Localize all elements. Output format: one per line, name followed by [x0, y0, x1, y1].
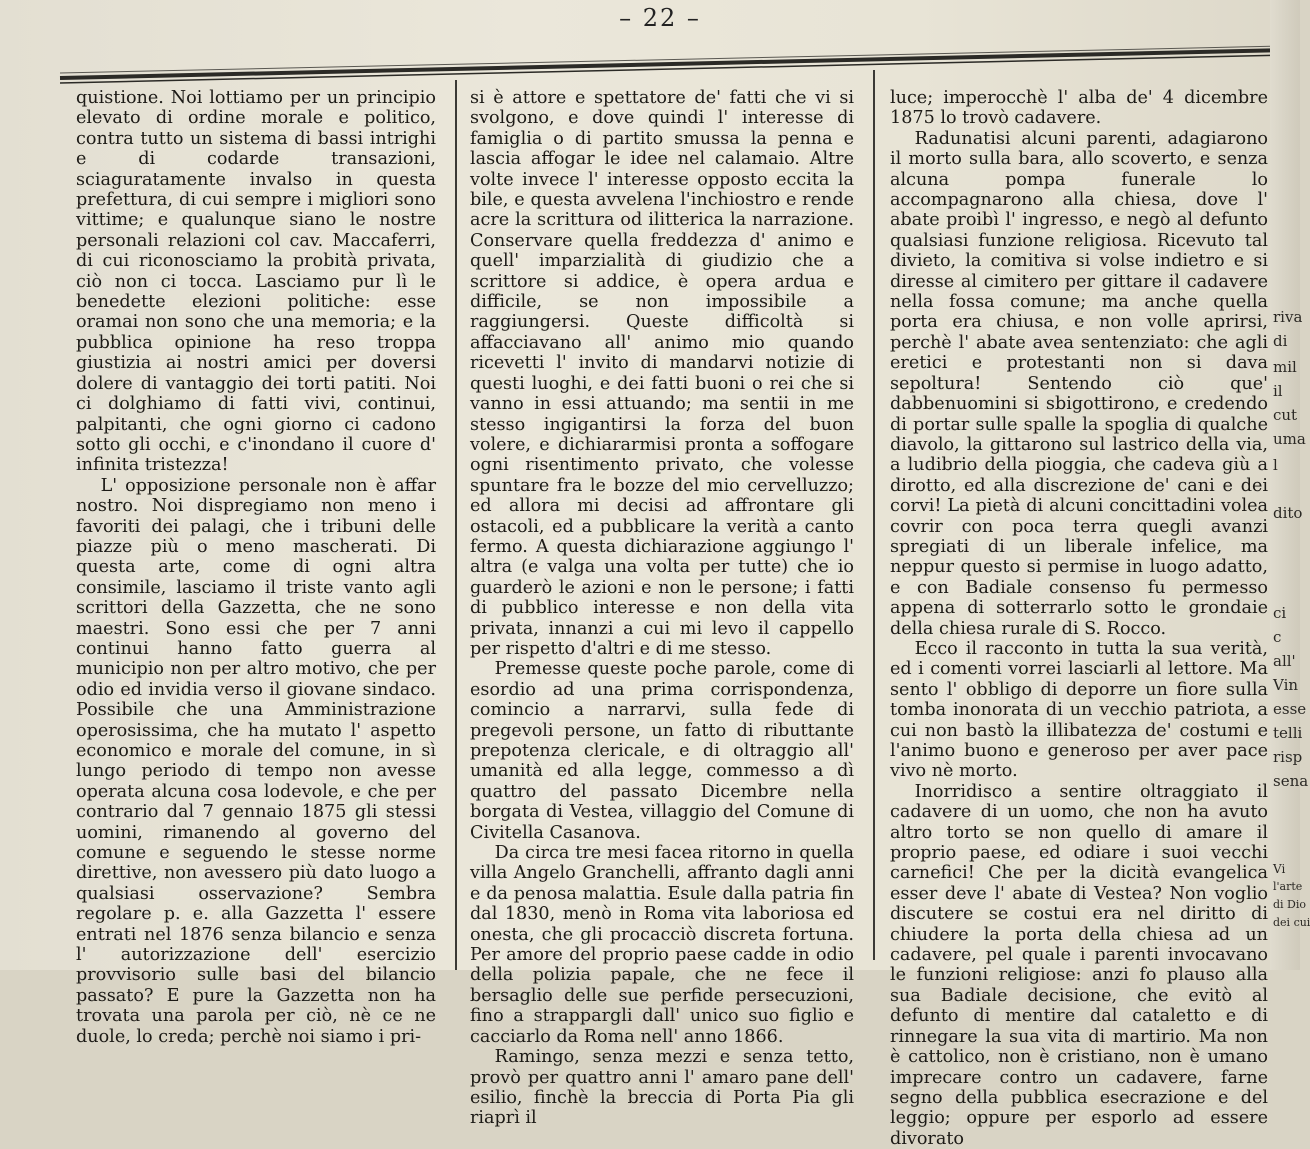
paragraph: Ecco il racconto in tutta la sua verità, ed i comenti vorrei lasciarli al lettore. Ma sento l' obbligo di deporre un fiore sulla tomba inonorata di un vecchio patriota, a cui non bastò la illibatezza de' costumi e l'animo buono e generoso per aver pace vivo nè morto.	[890, 638, 1268, 782]
paragraph: quistione. Noi lottiamo per un principio elevato di ordine morale e politico, contra tutto un sistema di bassi intrighi e di codarde transazioni, sciaguratamente invalso in questa prefettura, di cui sempre i migliori sono vittime; e qualunque siano le nostre personali relazioni col cav. Maccaferri, di cui riconosciamo la probità privata, ciò non ci tocca. Lasciamo pur lì le benedette elezioni politiche: esse oramai non sono che una memoria; e la pubblica opinione ha reso troppa giustizia ai nostri amici per doversi dolere di vantaggio dei torti patiti. Noi ci dolghiamo di fatti vivi, continui, palpitanti, che ogni giorno ci cadono sotto gli occhi, e c'inondano il cuore d' infinita tristezza!	[76, 88, 436, 476]
column-1	[76, 88, 436, 1047]
column-2	[470, 88, 854, 1129]
edge-fragment: mil	[1273, 358, 1297, 376]
edge-fragment: cut	[1273, 406, 1298, 424]
paragraph: Inorridisco a sentire oltraggiato il cadavere di un uomo, che non ha avuto altro torto se non quello di amare il proprio paese, ed odiare i suoi vecchi carnefici! Che per la dicità evangelica esser deve l' abate di Vestea? Non voglio discutere se costui era nel diritto di chiudere la porta della chiesa ad un cadavere, pel quale i parenti invocavano le funzioni religiose: anzi fo plauso alla sua Badiale decisione, che evitò al defunto di mentire dal cataletto e di rinnegare la sua vita di martirio. Ma non è cattolico, non è cristiano, non è umano imprecare contro un cadavere, farne segno della pubblica esecrazione e del leggio; oppure per esporlo ad essere divorato	[890, 781, 1268, 1149]
edge-fragment: riva	[1273, 308, 1303, 326]
adjacent-page-edge	[1270, 0, 1310, 970]
paragraph: luce; imperocchè l' alba de' 4 dicembre 1875 lo trovò cadavere.	[890, 88, 1268, 129]
edge-fragment: sena	[1273, 772, 1309, 790]
edge-fragment: ci	[1273, 604, 1287, 622]
edge-fragment: il	[1273, 382, 1283, 400]
page-number: – 22 –	[619, 4, 701, 32]
paragraph: Ramingo, senza mezzi e senza tetto, provò per quattro anni l' amaro pane dell' esilio, finchè la breccia di Porta Pia gli riaprì il	[470, 1047, 854, 1129]
edge-fragment: c	[1273, 628, 1282, 646]
edge-fragment: risp	[1273, 748, 1303, 766]
edge-fragment: l'arte	[1273, 880, 1303, 893]
header-rule	[60, 46, 1285, 86]
column-separator-1	[455, 80, 457, 970]
paragraph: Premesse queste poche parole, come di esordio ad una prima corrispondenza, comincio a narrarvi, sulla fede di pregevoli persone, un fatto di ributtante prepotenza clericale, e di oltraggio all' umanità ed alla legge, commesso a dì quattro del passato Dicembre nella borgata di Vestea, villaggio del Comune di Civitella Casanova.	[470, 659, 854, 843]
edge-fragment: esse	[1273, 700, 1307, 718]
column-separator-2	[873, 70, 875, 960]
paragraph: L' opposizione personale non è affar nostro. Noi dispregiamo non meno i favoriti dei palagi, che i tribuni delle piazze più o meno mascherati. Di questa arte, come di ogni altra consimile, lasciamo il triste vanto agli scrittori della Gazzetta, che ne sono maestri. Sono essi che per 7 anni continui hanno fatto guerra al municipio non per altro motivo, che per odio ed invidia verso il giovane sindaco. Possibile che una Amministrazione operosissima, che ha mutato l' aspetto economico e morale del comune, in sì lungo periodo di tempo non avesse operata alcuna cosa lodevole, e che per contrario dal 7 gennaio 1875 gli stessi uomini, rimanendo al governo del comune e seguendo le stesse norme direttive, non avessero più dato luogo a qualsiasi osservazione? Sembra regolare p. e. alla Gazzetta l' essere entrati nel 1876 senza bilancio e senza l' autorizzazione dell' esercizio provvisorio sulle basi del bilancio passato? E pure la Gazzetta non ha trovata una parola per ciò, nè ce ne duole, lo creda; perchè noi siamo i pri-	[76, 475, 436, 1047]
paragraph: Radunatisi alcuni parenti, adagiarono il morto sulla bara, allo scoverto, e senza alcuna pompa funerale lo accompagnarono alla chiesa, dove l' abate proibì l' ingresso, e negò al defunto qualsiasi funzione religiosa. Ricevuto tal divieto, la comitiva si volse indietro e si diresse al cimitero per gittare il cadavere nella fossa comune; ma anche quella porta era chiusa, e non volle aprirsi, perchè l' abate avea sentenziato: che agli eretici e protestanti non si dava sepoltura! Sentendo ciò que' dabbenuomini si sbigottirono, e credendo di portar sulle spalle la spoglia di qualche diavolo, la gittarono sul lastrico della via, a ludibrio della pioggia, che cadeva giù a dirotto, ed alla discrezione de' cani e dei corvi! La pietà di alcuni concittadini volea covrir con poca terra quegli avanzi spregiati di un liberale infelice, ma neppur questo si permise in luogo adatto, e con Badiale consenso fu permesso appena di sotterrarlo sotto le grondaie della chiesa rurale di S. Rocco.	[890, 128, 1268, 639]
edge-fragment: dei cui	[1273, 916, 1310, 929]
paragraph: si è attore e spettatore de' fatti che vi si svolgono, e dove quindi l' interesse di famiglia o di partito smussa la penna e lascia affogar le idee nel calamaio. Altre volte invece l' interesse opposto eccita la bile, e questa avvelena l'inchiostro e rende acre la scrittura od ilitterica la narrazione. Conservare quella freddezza d' animo e quell' imparzialità di giudizio che a scrittore si addice, è opera ardua e difficile, se non impossibile a raggiungersi. Queste difficoltà si affacciavano all' animo mio quando ricevetti l' invito di mandarvi notizie di questi luoghi, e dei fatti buoni o rei che si vanno in essi attuando; ma sentii in me stesso ingigantirsi la forza del buon volere, e dichiararmisi pronta a soffogare ogni risentimento privato, che volesse spuntare fra le bozze del mio cervelluzzo; ed allora mi decisi ad affrontare gli ostacoli, ed a pubblicare la verità a canto fermo. A questa dichiarazione aggiungo l' altra (e valga una volta per tutte) che io guarderò le azioni e non le persone; i fatti di pubblico interesse e non della vita privata, innanzi a cui mi levo il cappello per rispetto d'altri e di me stesso.	[470, 88, 854, 659]
edge-fragment: l	[1273, 456, 1278, 474]
edge-fragment: all'	[1273, 652, 1296, 670]
edge-fragment: uma	[1273, 430, 1306, 448]
edge-fragment: Vin	[1273, 676, 1299, 694]
edge-fragment: dito	[1273, 504, 1303, 522]
edge-fragment: Vi	[1273, 862, 1286, 876]
edge-fragment: di Dio	[1273, 898, 1307, 911]
column-3	[890, 88, 1268, 1149]
edge-fragment: telli	[1273, 724, 1303, 742]
paragraph: Da circa tre mesi facea ritorno in quella villa Angelo Granchelli, affranto dagli anni e da penosa malattia. Esule dalla patria fin dal 1830, menò in Roma vita laboriosa ed onesta, che gli procacciò discreta fortuna. Per amore del proprio paese cadde in odio della polizia papale, che ne fece il bersaglio delle sue perfide persecuzioni, fino a strappargli dall' unico suo figlio e cacciarlo da Roma nell' anno 1866.	[470, 843, 854, 1047]
edge-fragment: di	[1273, 332, 1288, 350]
